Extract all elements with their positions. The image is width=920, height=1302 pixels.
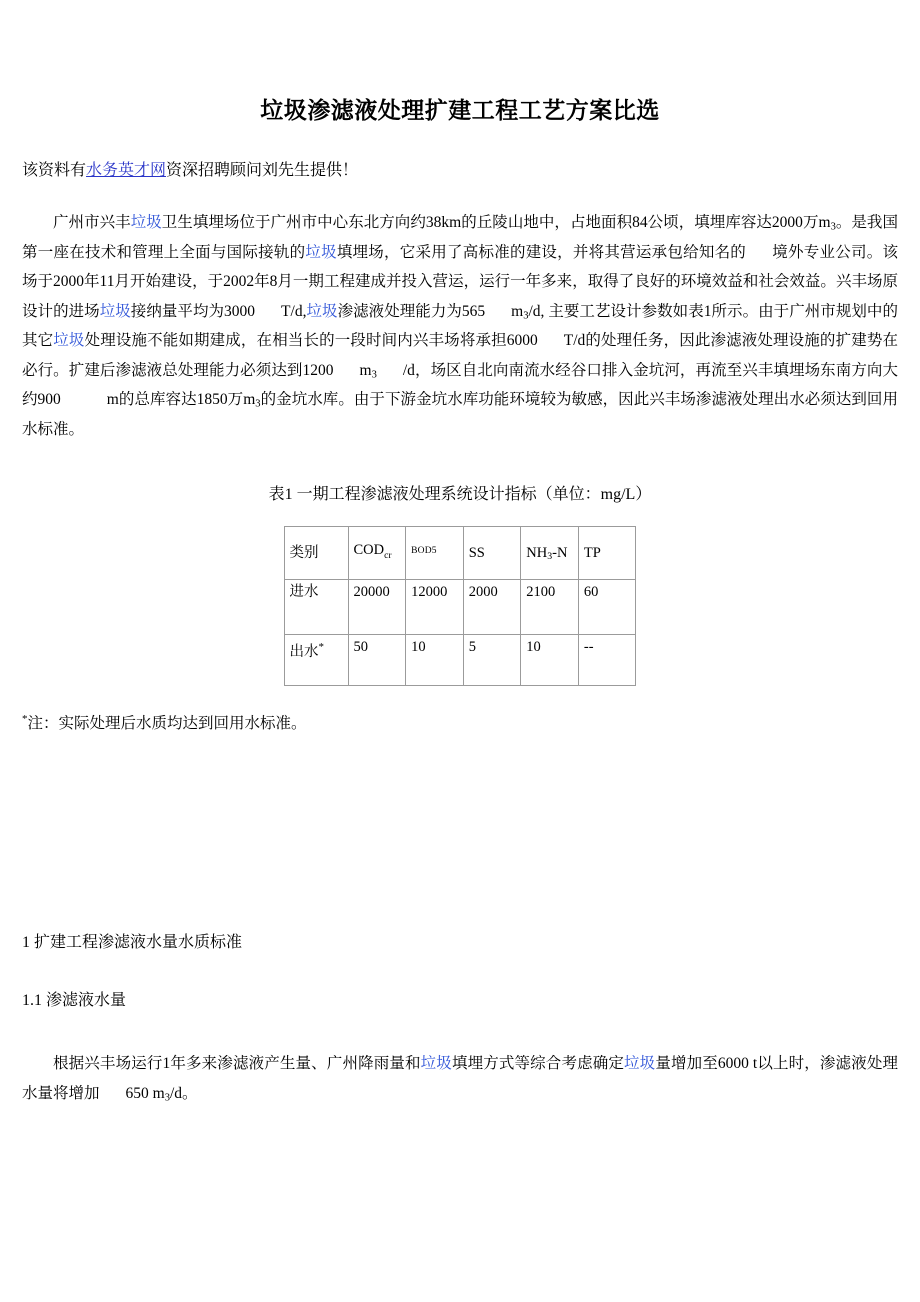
table-row xyxy=(284,580,636,635)
text-seg: /d，场区自北向南流水经谷口排入金坑河，再流至兴丰填埋场东南方向大约900 xyxy=(22,361,898,408)
cod-label: COD xyxy=(353,541,385,558)
text-seg: 处理设施不能如期建成，在相当长的一段时间内兴丰场将承担6000 xyxy=(84,332,538,349)
text-seg: 渗滤液处理能力为565 xyxy=(337,302,486,320)
cell-influent-bod: 12000 xyxy=(406,580,464,635)
keyword-link[interactable]: 垃圾 xyxy=(624,1055,656,1073)
main-paragraph xyxy=(22,183,898,444)
text-seg: 量增加至6000 t以上时，渗滤液处理水量将增加 xyxy=(22,1055,898,1102)
text-seg: 卫生填埋场位于广州市中心东北方向约38km的丘陵山地中，占地面积84公顷，填埋库容达2000万m xyxy=(161,214,831,231)
tail-paragraph xyxy=(22,1014,898,1108)
text-seg: T/d, xyxy=(281,302,307,320)
table-footnote xyxy=(22,686,898,737)
cell-influent-nh3n: 2100 xyxy=(521,580,579,635)
header-cell-bod xyxy=(406,527,464,580)
table-row xyxy=(284,635,636,686)
row-label-influent: 进水 xyxy=(284,580,348,635)
text-seg: m xyxy=(359,361,372,379)
cell-effluent-tp: -- xyxy=(578,635,636,686)
text-seg: 650 m xyxy=(125,1084,165,1102)
byline-prefix: 该资料有 xyxy=(22,162,87,179)
text-seg: 根据兴丰场运行1年多来渗滤液产生量、广州降雨量和 xyxy=(53,1055,421,1073)
cell-influent-tp: 60 xyxy=(578,580,636,635)
cell-effluent-nh3n: 10 xyxy=(521,635,579,686)
table-container xyxy=(22,508,898,686)
cell-influent-cod: 20000 xyxy=(348,580,406,635)
footnote-star: * xyxy=(22,713,28,725)
table-header-row xyxy=(284,527,636,580)
section-heading-1-1: 1.1 渗滤液水量 xyxy=(22,992,127,1010)
subscript: 3 xyxy=(523,309,529,321)
subscript: 3 xyxy=(255,398,261,410)
footnote-text: 注：实际处理后水质均达到回用水标准。 xyxy=(27,715,307,733)
table-caption: 表1 一期工程渗滤液处理系统设计指标（单位：mg/L） xyxy=(268,486,652,503)
text-seg: 广州市兴丰 xyxy=(53,214,131,231)
text-seg: 境外专业公司。该场于2000年11月开始建设，于2002年8月一期工程建成并投入营运，运行一年多来，取得了良好的环境效益和社会效益。兴丰场原设计的进场 xyxy=(22,243,898,320)
keyword-link[interactable]: 垃圾 xyxy=(306,302,338,320)
byline-suffix: 资深招聘顾问刘先生提供！ xyxy=(166,162,359,179)
keyword-link[interactable]: 垃圾 xyxy=(130,214,162,231)
cell-influent-ss: 2000 xyxy=(463,580,521,635)
text-seg: 接纳量平均为3000 xyxy=(130,302,256,320)
section-heading-1: 1 扩建工程渗滤液水量水质标准 xyxy=(22,934,243,952)
source-link[interactable]: 水务英才网 xyxy=(86,162,167,179)
text-seg: 的金坑水库。由于下游金坑水库功能环境较为敏感，因此兴丰场渗滤液处理出水必须达到回用水标准。 xyxy=(22,391,898,438)
cell-effluent-bod: 10 xyxy=(406,635,464,686)
cod-subscript: cr xyxy=(384,550,392,561)
cell-effluent-cod: 50 xyxy=(348,635,406,686)
keyword-link[interactable]: 垃圾 xyxy=(420,1055,452,1073)
keyword-link[interactable]: 垃圾 xyxy=(305,243,337,261)
text-seg: m xyxy=(511,302,524,320)
subscript: 3 xyxy=(164,1091,170,1103)
text-seg: m的总库容达1850万m xyxy=(106,391,256,408)
page-title: 垃圾渗滤液处理扩建工程工艺方案比选 xyxy=(260,98,660,123)
nh3n-subscript: 3 xyxy=(547,550,553,562)
subscript: 3 xyxy=(371,368,377,380)
design-indicators-table xyxy=(284,526,637,686)
header-cell-tp: TP xyxy=(578,527,636,580)
text-seg: /d。 xyxy=(169,1084,198,1102)
keyword-link[interactable]: 垃圾 xyxy=(53,332,85,349)
header-cell-category: 类别 xyxy=(284,527,348,580)
footnote-marker: * xyxy=(318,641,325,653)
text-seg: 填埋场，它采用了高标准的建设，并将其营运承包给知名的 xyxy=(336,243,747,261)
text-seg: 填埋方式等综合考虑确定 xyxy=(451,1055,625,1073)
byline xyxy=(22,126,898,183)
header-cell-ss: SS xyxy=(463,527,521,580)
text-seg: 。是我国第一座在技术和管理上全面与国际接轨的 xyxy=(22,214,898,261)
nh3n-suffix: -N xyxy=(552,544,568,561)
bod-label: BOD5 xyxy=(411,545,437,556)
cell-effluent-ss: 5 xyxy=(463,635,521,686)
subscript: 3 xyxy=(830,221,836,233)
row-label-effluent xyxy=(284,635,348,686)
text-seg: T/d的处理任务，因此渗滤液处理设施的扩建势在必行。扩建后渗滤液总处理能力必须达到1200 xyxy=(22,332,898,379)
nh3n-prefix: NH xyxy=(526,544,548,561)
header-cell-nh3n xyxy=(521,527,579,580)
header-cell-cod xyxy=(348,527,406,580)
effluent-label: 出水 xyxy=(289,643,319,660)
keyword-link[interactable]: 垃圾 xyxy=(99,302,131,320)
text-seg: /d, 主要工艺设计参数如表1所示。由于广州市规划中的其它 xyxy=(22,302,898,349)
